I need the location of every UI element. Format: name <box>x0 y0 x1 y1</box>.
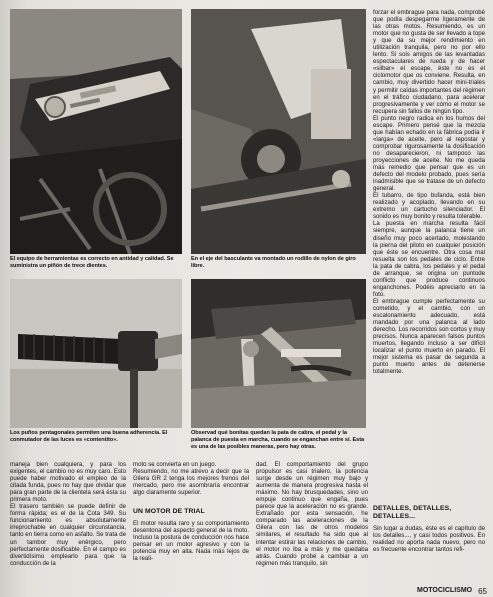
text-column-2-top: moto se convierta en un juego. Resumiendo, no me atrevo a decir que la Gilera GR 2 tenga los mejores frenos del mercado, pero me asombraría encontrar algo claramente superior. <box>133 461 249 497</box>
text-column-2-bottom: El motor resulta raro y su comportamiento desentona del aspecto general de la moto. Incluso la postura de conducción nos hace pensar en un motor agresivo y con la potencia muy en alta. Nada más lejos de la reali- <box>133 520 249 563</box>
section-heading-motor: UN MOTOR DE TRIAL <box>133 508 205 515</box>
page-number: 65 <box>478 587 487 596</box>
text-column-3: dad. El comportamiento del grupo propulsor es casi trialero, la potencia surge desde un régimen muy bajo y aumenta de manera progresiva hasta el máximo. No hay brusquedades, sino un empuje continuo que engaña, pues parece que la aceleración no es grande. Extrañado por esta sensación, he comparado las aceleraciones de la Gilera con las de otros modelos similares, el resultado ha sido que al intentar estirar las relaciones de cambio, el motor no iba a más y me quedaba atrás. Cuando probé a cambiar a un régimen más tranquilo, sin <box>256 461 368 567</box>
text-column-4-top: forzar el embrague para nada, comprobé que podía despegarme ligeramente de las otras motos. Resumiendo, es un motor que no gusta de ser llevado a tope y que da su mejor rendimiento en utilización tranquila, pero no por ello lento. Si sois amigos de las levantadas espectaculares de rueda y de hacer «silbar» el escape, éste no es el ciclomotor que os conviene. Resulta, en cambio, muy divertido hacer mini-triales y permitir caídas importantes del régimen en el tráfico ciudadano, para acelerar progresivamente y ver cómo el motor se recupera sin fallos de ningún tipo. El punto negro radica en los humos del escape. Primero pensé que la mezcla que habían echado en la fábrica podía ir «larga» de aceite, pero al repostar y comprobar rigurosamente la dosificación no desaparecieron, ni tampoco las proyecciones de aceite. No me queda más remedio que pensar que es un defecto del modelo probado, pues sería inadmisible que se tratase de un defecto general. El tubarro, de tipo bufanda, está bien realizado y acoplado, llevando en su extremo un cartucho silenciador. El sonido es muy bonito y resulta tolerable. La puesta en marcha resulta fácil siempre, aunque la palanca tiene un diseño muy poco acertado, molestando la pierna del piloto en cualquier posición que éste se encuentre. Otra cosa mal resuelta son los pedales de ciclo. Entre la pata de cabra, los pedales y el pedal de arranque, se origina un puntode conflicto que produce continuos enganchones. Podéis apreciarlo en la foto. El embrague cumple perfectamente su cometido, y el cambio, con un escalonamiento adecuado, está mandado por una palanca al lado derecho. Los recorridos son cortos y muy precisos. Nunca aparecen falsos puntos muertos, llegando incluso a ser difícil localizar el punto muerto en parado. El mejor sistema es pasar de segunda a punto muerto antes de detenerse totalmente. <box>373 9 485 376</box>
photo-tool-kit <box>10 9 182 254</box>
text-column-1: maneja bien cualquiera, y para los exigentes, el cambio no es muy caro. Esto puede haber motivado el empleo de la citada funda, pues no hay que olvidar que para gran parte de la clientela será ésta su primera moto. El trasero también se puede definir de forma rápida; es el de la Cota 349. Su funcionamiento es absolutamente irreprochable en cualquier circunstancia, tanto en tierra como en asfalto. Se trata de un tambor muy enérgico, pero perfectamente dosificable. En el campo es divertidísimo emplearlo para que la conducción de la <box>10 461 126 567</box>
photo-swingarm-roller <box>191 9 366 254</box>
section-heading-detalles: DETALLES, DETALLES, DETALLES... <box>373 505 452 520</box>
photo-handlebar-grip <box>10 279 182 428</box>
magazine-name: MOTOCICLISMO <box>417 587 473 594</box>
page-footer <box>417 587 487 596</box>
caption-tool-kit: El equipo de herramientas es correcto en antidad y calidad. Se suministra un piñón de trece dientes. <box>10 256 174 269</box>
caption-handlebar-grip: Los puños pentagonales permiten una buena adherencia. El conmutador de las luces es «contentito». <box>10 430 168 443</box>
text-column-4-bottom: Sin lugar a dudas, éste es el capítulo de los detalles..., y casi todos positivos. En realidad no aporta nada nuevo, pero no es frecuente encontrar tantos refi- <box>373 525 485 554</box>
caption-swingarm-roller: En el eje del basculante va montado un rodillo de nylon de giro libre. <box>191 256 356 269</box>
photo-kickstand-pedals <box>191 279 366 428</box>
caption-kickstand-pedals: Observad qué bonitas quedan la pata de cabra, el pedal y la palanca de puesta en marcha, cuando se enganchan entre sí. Esta es una de las posibles maneras, pero hay otras. <box>191 430 365 450</box>
